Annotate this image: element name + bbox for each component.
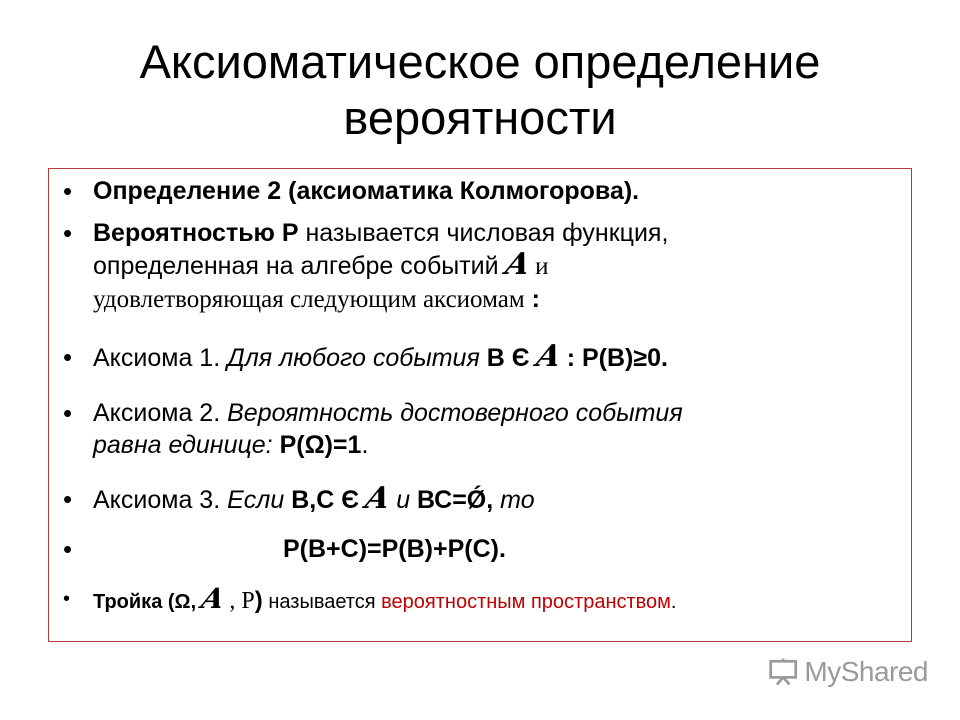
algebra-symbol: A <box>501 247 533 282</box>
watermark-text: MyShared <box>804 656 928 687</box>
axiom-1-bold2: : Р(В)≥0. <box>559 344 668 372</box>
probability-def-colon: : <box>524 285 540 313</box>
axiom-2-formula: Р(Ω)=1 <box>279 431 362 459</box>
probability-def-part3: и <box>528 253 549 280</box>
axiom-3-italic3: то <box>493 486 535 514</box>
bullet-dot: • <box>63 176 73 206</box>
axiom-3-bold2: ВС=Ǿ, <box>417 486 494 514</box>
axiom-3-label: Аксиома 3. <box>93 486 228 514</box>
probability-space-term: вероятностным пространством <box>381 591 671 613</box>
bullet-dot: • <box>63 534 73 564</box>
axiom-1-text <box>93 341 891 374</box>
probability-def-part4: удовлетворяющая следующим аксиомам <box>93 286 525 313</box>
bullet-dot: • <box>63 398 73 428</box>
slide-title <box>40 34 920 146</box>
axiom-3-text <box>93 483 891 516</box>
content-box <box>48 168 912 642</box>
axiom-1-label: Аксиома 1. <box>93 344 228 372</box>
algebra-symbol: A <box>532 339 564 374</box>
axiom-3-italic2: и <box>389 486 418 514</box>
bullet-dot: • <box>63 342 73 372</box>
probability-def-text <box>93 217 891 316</box>
watermark <box>768 654 928 690</box>
algebra-symbol: A <box>362 481 394 516</box>
axiom-1-bold1: В Є <box>486 344 537 372</box>
triple-text <box>93 583 891 618</box>
axiom-2-end: . <box>361 431 369 459</box>
axiom-2-italic2: равна единице: <box>93 431 280 459</box>
algebra-symbol: A <box>198 582 228 615</box>
probability-term: Вероятностью Р <box>93 219 299 247</box>
axiom-2-label: Аксиома 2. <box>93 399 228 427</box>
presentation-board-icon <box>768 657 798 687</box>
probability-def-part2: определенная на алгебре событий <box>93 252 506 280</box>
bullet-dot: • <box>63 484 73 514</box>
triple-text-mid: называется <box>262 591 382 613</box>
title-line-2: вероятности <box>343 91 617 144</box>
probability-def-part1: называется числовая функция, <box>298 219 669 247</box>
axiom-1-italic: Для любого события <box>227 344 487 372</box>
axiom-3-bold1: В,С Є <box>291 486 366 514</box>
triple-paren: ) <box>254 587 263 614</box>
axiom-2-text <box>93 397 891 461</box>
bullet-dot: • <box>63 218 73 248</box>
axiom-2-italic1: Вероятность достоверного события <box>227 399 683 427</box>
triple-end: . <box>670 591 677 613</box>
additivity-formula: Р(В+С)=Р(В)+Р(С). <box>283 535 506 563</box>
definition-text: Определение 2 (аксиоматика Колмогорова). <box>93 177 640 205</box>
triple-p: , Р <box>223 588 255 614</box>
axiom-3-italic1: Если <box>227 486 292 514</box>
title-line-1: Аксиоматическое определение <box>139 35 821 88</box>
bullet-dot: • <box>63 588 71 610</box>
triple-bold: Тройка (Ω, <box>93 591 202 613</box>
